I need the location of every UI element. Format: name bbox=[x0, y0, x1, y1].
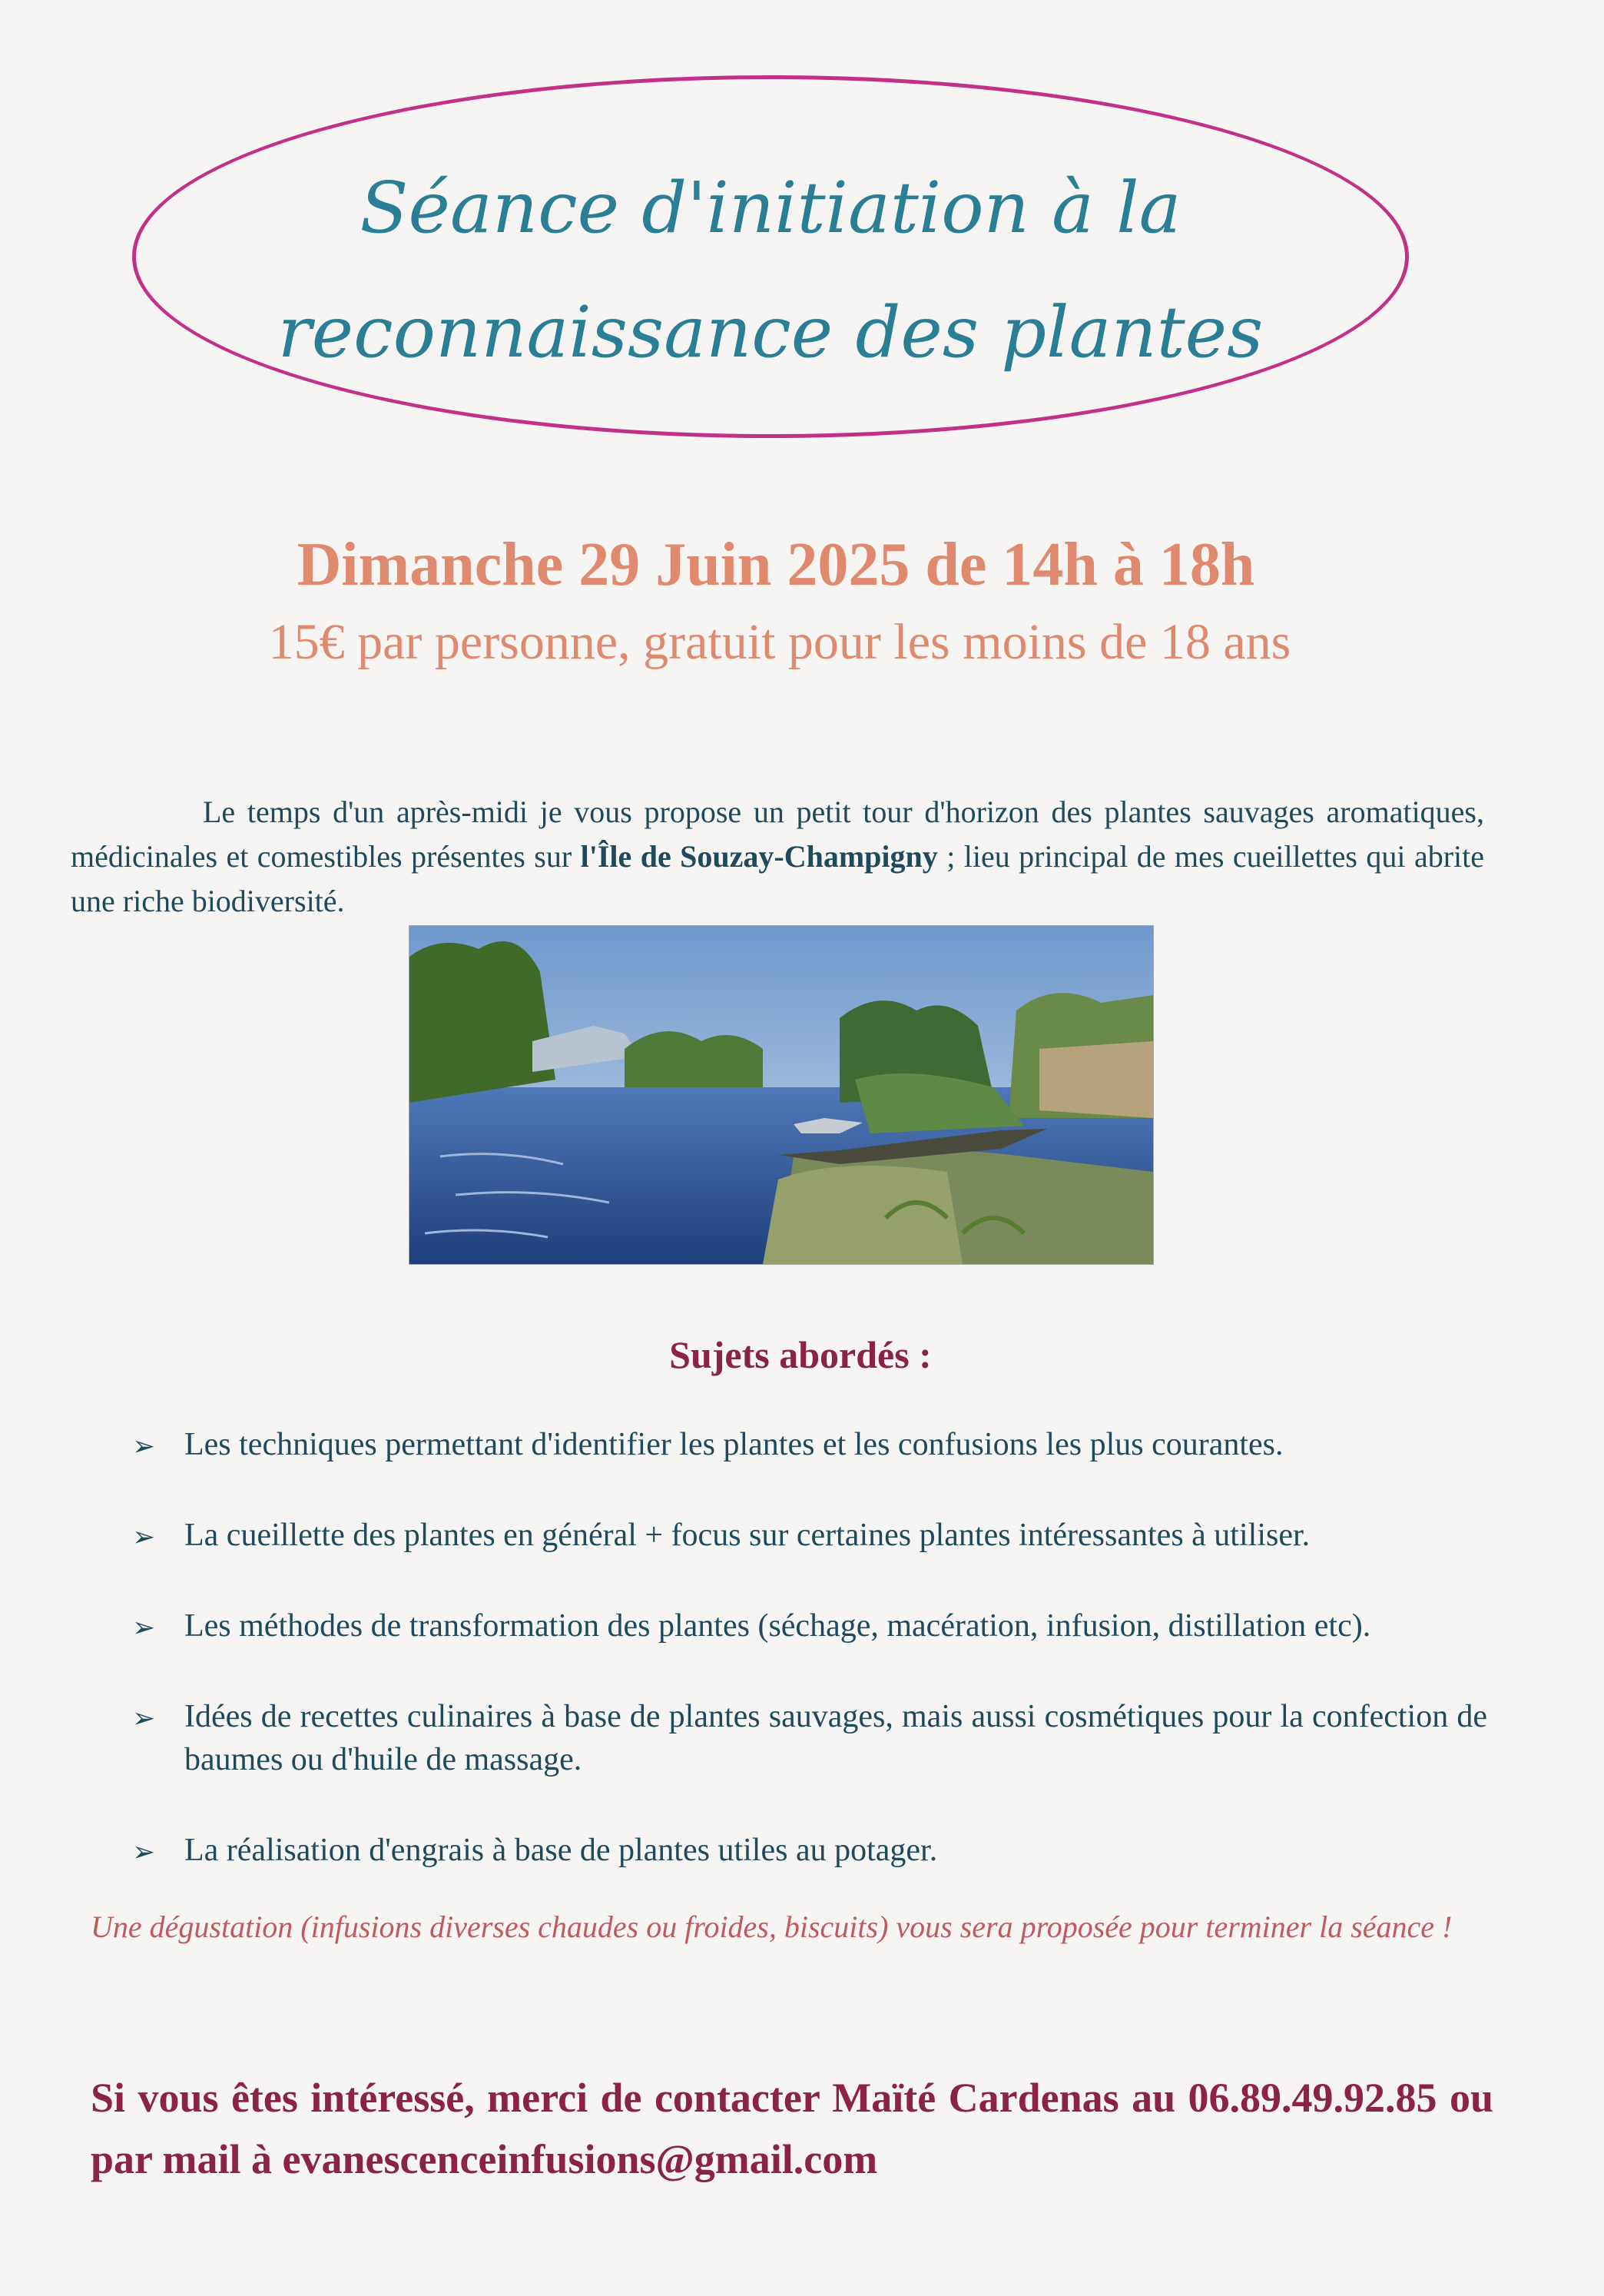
arrowhead-bullet-icon: ➢ bbox=[132, 1703, 156, 1734]
topic-text: La cueillette des plantes en général + focus sur certaines plantes intéressantes à utiliser. bbox=[184, 1518, 1311, 1553]
arrowhead-bullet-icon: ➢ bbox=[132, 1836, 156, 1867]
arrowhead-bullet-icon: ➢ bbox=[132, 1612, 156, 1643]
topic-item bbox=[132, 1604, 1487, 1647]
topic-item bbox=[132, 1423, 1487, 1466]
event-price: 15€ par personne, gratuit pour les moins de 18 ans bbox=[268, 614, 1291, 670]
intro-place: l'Île de Souzay-Champigny bbox=[580, 839, 938, 874]
intro-paragraph bbox=[71, 790, 1484, 924]
river-landscape-illustration bbox=[409, 926, 1153, 1264]
topic-item bbox=[132, 1514, 1487, 1557]
topic-item bbox=[132, 1829, 1487, 1872]
event-date: Dimanche 29 Juin 2025 de 14h à 18h bbox=[297, 531, 1255, 599]
flyer-title bbox=[132, 146, 1409, 395]
river-landscape-photo bbox=[409, 925, 1154, 1265]
arrowhead-bullet-icon: ➢ bbox=[132, 1431, 156, 1462]
topic-text: La réalisation d'engrais à base de plantes utiles au potager. bbox=[184, 1833, 938, 1868]
topic-item bbox=[132, 1695, 1487, 1781]
arrowhead-bullet-icon: ➢ bbox=[132, 1521, 156, 1552]
tasting-note: Une dégustation (infusions diverses chaudes ou froides, biscuits) vous sera proposée pour terminer la séance ! bbox=[91, 1909, 1453, 1944]
contact-info: Si vous êtes intéressé, merci de contacter Maïté Cardenas au 06.89.49.92.85 ou par mail à evanescenceinfusions@gmail.com bbox=[91, 2075, 1493, 2182]
intro-text-after: ; lieu principal de mes cueillettes qui abrite une riche biodiversité. bbox=[71, 839, 1484, 918]
topics-list bbox=[132, 1423, 1487, 1919]
title-line-1: Séance d'initiation à la bbox=[360, 167, 1181, 249]
topics-heading: Sujets abordés : bbox=[669, 1333, 932, 1376]
topic-text: Les techniques permettant d'identifier les plantes et les confusions les plus courantes. bbox=[184, 1427, 1284, 1462]
topic-text: Idées de recettes culinaires à base de plantes sauvages, mais aussi cosmétiques pour la confection de baumes ou d'huile de massage. bbox=[184, 1699, 1487, 1777]
topic-text: Les méthodes de transformation des plantes (séchage, macération, infusion, distillation etc). bbox=[184, 1608, 1371, 1644]
title-line-2: reconnaissance des plantes bbox=[277, 291, 1264, 373]
intro-text-before: Le temps d'un après-midi je vous propose un petit tour d'horizon des plantes sauvages aromatiques, médicinales et comestibles présentes sur bbox=[71, 795, 1484, 874]
